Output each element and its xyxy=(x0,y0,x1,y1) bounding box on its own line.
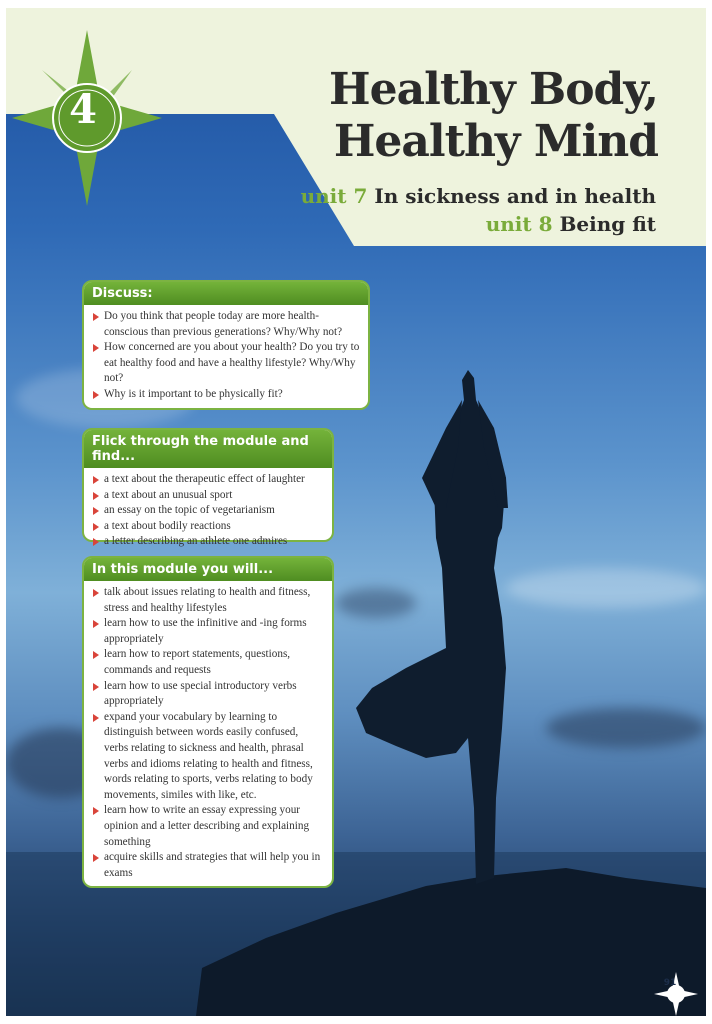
discuss-heading: Discuss: xyxy=(84,282,368,305)
list-item: an essay on the topic of vegetarianism xyxy=(92,503,324,519)
flick-through-box xyxy=(82,428,334,548)
list-item: talk about issues relating to health and fitness, stress and healthy lifestyles xyxy=(92,585,324,616)
list-item: acquire skills and strategies that will help you in exams xyxy=(92,850,324,881)
list-item: learn how to use the infinitive and -ing forms appropriately xyxy=(92,616,324,647)
unit-title: Being fit xyxy=(559,212,656,236)
module-goals-heading: In this module you will... xyxy=(84,558,332,581)
list-item: learn how to use special introductory verbs appropriately xyxy=(92,679,324,710)
flick-heading: Flick through the module and find... xyxy=(84,430,332,468)
list-item: a text about the therapeutic effect of laughter xyxy=(92,472,324,488)
list-item: learn how to report statements, questions, commands and requests xyxy=(92,647,324,678)
title-line: Healthy Body, xyxy=(329,64,658,115)
list-item: learn how to write an essay expressing your opinion and a letter describing and explaining something xyxy=(92,803,324,850)
unit-title: In sickness and in health xyxy=(374,184,656,208)
title-line: Healthy Mind xyxy=(333,116,658,167)
list-item: How concerned are you about your health? Do you try to eat healthy food and have a healthy lifestyle? Why/Why not? xyxy=(92,340,360,387)
unit-number: 7 xyxy=(353,184,368,208)
discuss-box xyxy=(82,280,370,410)
unit-label: unit xyxy=(300,184,347,208)
list-item: expand your vocabulary by learning to distinguish between words easily confused, verbs relating to sickness and health, phrasal verbs and idioms relating to health and fitness, words relating to sports, verbs relating to body movements, similes with like, etc. xyxy=(92,710,324,804)
module-cover-page xyxy=(6,8,706,1016)
module-goals-box xyxy=(82,556,334,888)
page-number: 91 xyxy=(663,978,677,988)
unit-label: unit xyxy=(485,212,532,236)
list-item: Do you think that people today are more health-conscious than previous generations? Why/Why not? xyxy=(92,309,360,340)
list-item: a text about an unusual sport xyxy=(92,488,324,504)
list-item: a text about bodily reactions xyxy=(92,519,324,535)
list-item: Why is it important to be physically fit? xyxy=(92,387,360,403)
list-item: a letter describing an athlete one admires xyxy=(92,534,324,550)
module-number: 4 xyxy=(69,86,97,133)
unit-number: 8 xyxy=(538,212,553,236)
